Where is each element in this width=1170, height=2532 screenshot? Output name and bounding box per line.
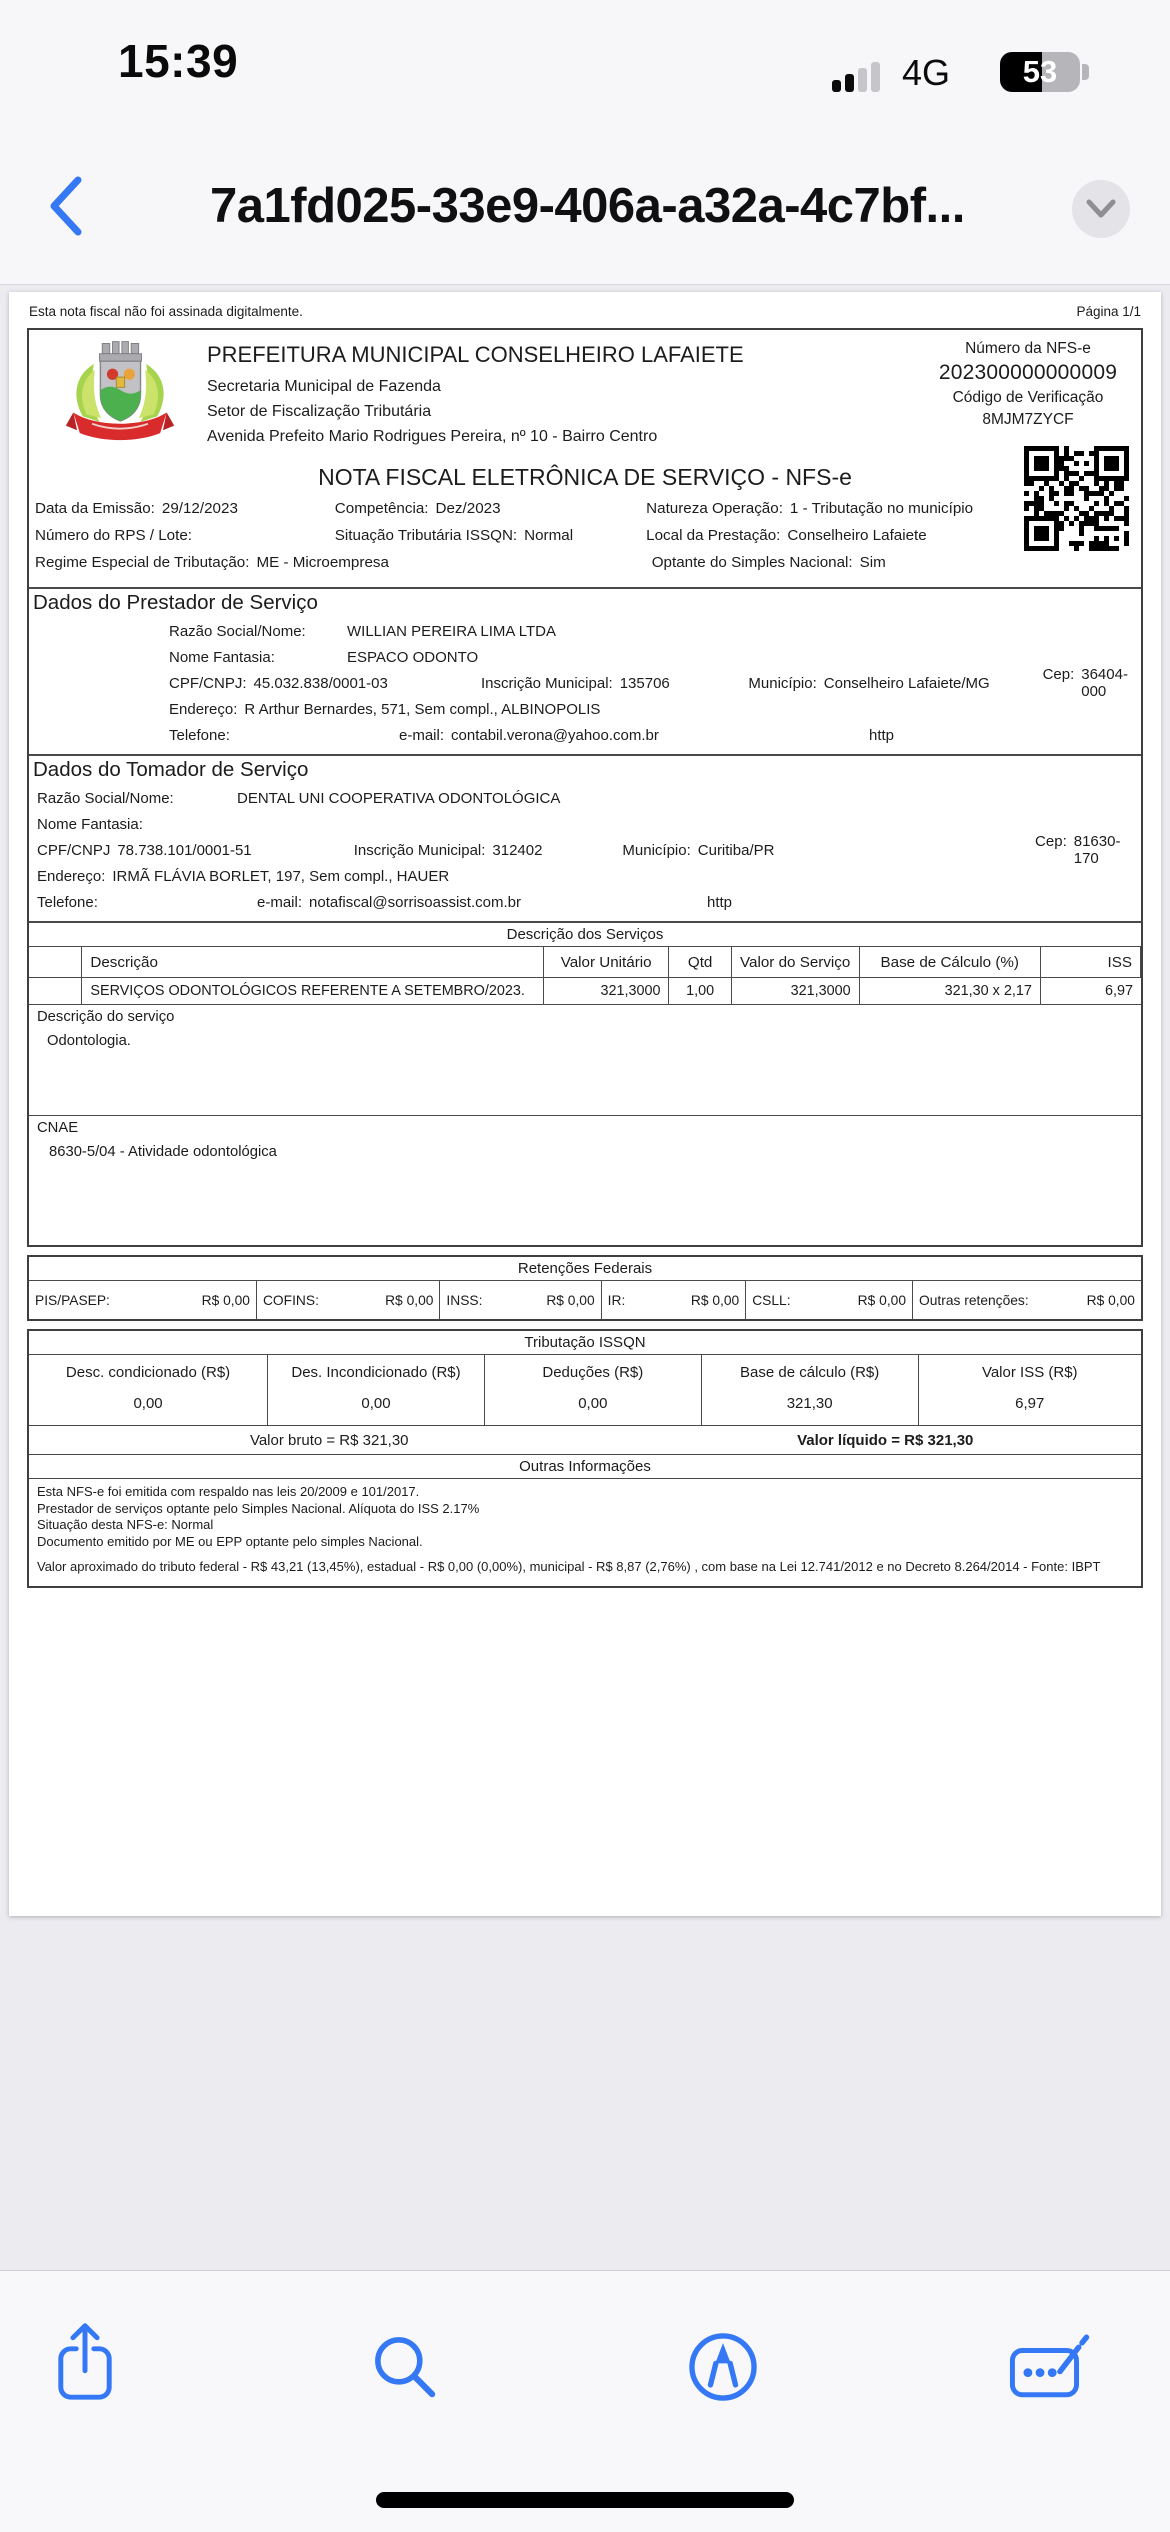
top-chrome bbox=[0, 0, 1170, 285]
issuer-line3: Setor de Fiscalização Tributária bbox=[207, 403, 432, 420]
cnae-value: 8630-5/04 - Atividade odontológica bbox=[49, 1144, 277, 1160]
field-label: Data da Emissão: bbox=[35, 500, 155, 517]
field-label: Outras retenções: bbox=[919, 1292, 1029, 1308]
battery-nub bbox=[1082, 64, 1089, 80]
field-value: notafiscal@sorrisoassist.com.br bbox=[309, 893, 521, 911]
back-button[interactable] bbox=[42, 174, 90, 238]
field-value: Conselheiro Lafaiete bbox=[787, 527, 927, 544]
document-title: 7a1fd025-33e9-406a-a32a-4c7bf... bbox=[210, 179, 965, 233]
field-value: 0,00 bbox=[578, 1395, 608, 1412]
col-header: Valor Unitário bbox=[544, 947, 670, 978]
document-page bbox=[9, 292, 1161, 1916]
field-label: Local da Prestação: bbox=[646, 527, 781, 544]
field-label: Município: bbox=[748, 674, 817, 692]
field-label: Cep: bbox=[1035, 833, 1067, 850]
field-value: 0,00 bbox=[361, 1395, 391, 1412]
col-header bbox=[29, 947, 82, 978]
retencoes-band: Retenções Federais bbox=[29, 1257, 1141, 1281]
field-label: Endereço: bbox=[37, 867, 106, 885]
markup-button[interactable] bbox=[686, 2330, 760, 2409]
issqn-band: Tributação ISSQN bbox=[29, 1331, 1141, 1355]
field-label: Telefone: bbox=[37, 893, 98, 911]
field-label: INSS: bbox=[446, 1292, 483, 1308]
field-value: Normal bbox=[524, 527, 574, 544]
invoice-header bbox=[29, 330, 1141, 448]
field-label: e-mail: bbox=[399, 726, 445, 744]
field-value: R$ 0,00 bbox=[857, 1292, 906, 1308]
field-value: 135706 bbox=[619, 674, 670, 692]
field-label: Inscrição Municipal: bbox=[353, 841, 486, 859]
info-line: Esta NFS-e foi emitida com respaldo nas leis 20/2009 e 101/2017. bbox=[37, 1484, 420, 1499]
field-label: Base de cálculo (R$) bbox=[740, 1364, 880, 1381]
status-time: 15:39 bbox=[118, 35, 239, 87]
info-line: Situação desta NFS-e: Normal bbox=[37, 1517, 214, 1532]
nfse-number: 202300000000009 bbox=[938, 361, 1118, 384]
field-label: CPF/CNPJ: bbox=[169, 674, 247, 692]
field-label: Cep: bbox=[1042, 666, 1075, 683]
table-cell bbox=[29, 978, 82, 1005]
field-label: Competência: bbox=[334, 500, 429, 517]
field-label: Optante do Simples Nacional: bbox=[651, 554, 853, 571]
field-label: Des. Incondicionado (R$) bbox=[291, 1364, 461, 1381]
field-value: DENTAL UNI COOPERATIVA ODONTOLÓGICA bbox=[237, 789, 561, 807]
emission-info bbox=[29, 498, 1141, 587]
field-value: http bbox=[869, 726, 895, 744]
markup-icon bbox=[686, 2330, 760, 2404]
gross-value: Valor bruto = R$ 321,30 bbox=[249, 1431, 409, 1449]
prestador-section bbox=[29, 587, 1141, 754]
verification-code: 8MJM7ZYCF bbox=[982, 411, 1074, 428]
outras-band: Outras Informações bbox=[29, 1455, 1141, 1479]
verification-code-label: Código de Verificação bbox=[952, 389, 1104, 406]
field-label: Valor ISS (R$) bbox=[981, 1364, 1078, 1381]
signature-icon bbox=[1008, 2332, 1092, 2400]
issuer-line2: Secretaria Municipal de Fazenda bbox=[207, 378, 441, 395]
field-value: 45.032.838/0001-03 bbox=[253, 674, 388, 692]
cellular-signal-icon bbox=[832, 58, 886, 92]
field-value: 36404-000 bbox=[1081, 666, 1128, 700]
field-value: 0,00 bbox=[133, 1395, 163, 1412]
field-value: 321,30 bbox=[786, 1395, 833, 1412]
col-header: ISS bbox=[1041, 947, 1141, 978]
field-value: R$ 0,00 bbox=[385, 1292, 434, 1308]
field-value: R$ 0,00 bbox=[690, 1292, 740, 1308]
invoice-main-box bbox=[27, 328, 1143, 1247]
signature-button[interactable] bbox=[1008, 2332, 1092, 2405]
field-value: Conselheiro Lafaiete/MG bbox=[823, 674, 990, 692]
field-value: contabil.verona@yahoo.com.br bbox=[451, 726, 659, 744]
field-label: Regime Especial de Tributação: bbox=[35, 554, 250, 571]
field-value: R$ 0,00 bbox=[1086, 1292, 1135, 1308]
table-cell: SERVIÇOS ODONTOLÓGICOS REFERENTE A SETEMBRO/2023. bbox=[82, 978, 543, 1005]
tomador-section bbox=[29, 754, 1141, 921]
cnae-label: CNAE bbox=[37, 1120, 79, 1136]
retencoes-box bbox=[27, 1255, 1143, 1321]
field-label: Situação Tributária ISSQN: bbox=[334, 527, 518, 544]
field-label: COFINS: bbox=[262, 1292, 319, 1308]
field-label: Nome Fantasia: bbox=[37, 815, 143, 833]
field-value: Curitiba/PR bbox=[697, 841, 775, 859]
field-value: 6,97 bbox=[1015, 1395, 1045, 1412]
field-value: 78.738.101/0001-51 bbox=[117, 841, 252, 859]
field-label: Telefone: bbox=[169, 726, 230, 744]
field-label: CSLL: bbox=[752, 1292, 791, 1308]
cnae-block bbox=[29, 1115, 1141, 1245]
table-cell: 321,3000 bbox=[544, 978, 670, 1005]
servicos-table bbox=[29, 947, 1141, 1005]
not-signed-note: Esta nota fiscal não foi assinada digitalmente. bbox=[29, 304, 303, 319]
issuer-line4: Avenida Prefeito Mario Rodrigues Pereira, nº 10 - Bairro Centro bbox=[207, 428, 658, 445]
table-cell: 1,00 bbox=[669, 978, 731, 1005]
search-icon bbox=[368, 2330, 442, 2404]
municipal-coat-of-arms bbox=[61, 336, 179, 448]
field-label: PIS/PASEP: bbox=[35, 1292, 110, 1308]
info-line: Documento emitido por ME ou EPP optante pelo simples Nacional. bbox=[37, 1533, 423, 1549]
info-line: Prestador de serviços optante pelo Simples Nacional. Alíquota do ISS 2.17% bbox=[37, 1500, 480, 1516]
field-value: R Arthur Bernardes, 571, Sem compl., ALBINOPOLIS bbox=[244, 700, 601, 718]
issuer-block bbox=[207, 336, 744, 448]
field-label: Inscrição Municipal: bbox=[480, 674, 613, 692]
field-value: R$ 0,00 bbox=[201, 1292, 250, 1308]
field-value: Dez/2023 bbox=[435, 500, 501, 517]
title-menu-button[interactable] bbox=[1072, 180, 1130, 238]
col-header: Valor do Serviço bbox=[732, 947, 860, 978]
net-value: Valor líquido = R$ 321,30 bbox=[797, 1431, 974, 1449]
table-cell: 6,97 bbox=[1041, 978, 1141, 1005]
chevron-left-icon bbox=[42, 174, 90, 238]
field-value: 29/12/2023 bbox=[161, 500, 238, 517]
service-description-block bbox=[29, 1005, 1141, 1115]
table-cell: 321,30 x 2,17 bbox=[860, 978, 1041, 1005]
field-value: IRMÃ FLÁVIA BORLET, 197, Sem compl., HAUER bbox=[112, 867, 450, 885]
battery-percent: 53 bbox=[1022, 54, 1058, 89]
battery-icon bbox=[1000, 52, 1080, 92]
servicos-band: Descrição dos Serviços bbox=[29, 921, 1141, 947]
tomador-title: Dados do Tomador de Serviço bbox=[33, 758, 309, 781]
field-label: Desc. condicionado (R$) bbox=[65, 1364, 231, 1381]
field-value: ME - Microempresa bbox=[256, 554, 389, 571]
table-cell: 321,3000 bbox=[732, 978, 860, 1005]
nfse-number-label: Número da NFS-e bbox=[965, 340, 1091, 357]
field-label: Deduções (R$) bbox=[542, 1364, 644, 1381]
totals-row bbox=[29, 1426, 1141, 1455]
field-value: R$ 0,00 bbox=[546, 1292, 595, 1308]
share-button[interactable] bbox=[52, 2318, 118, 2411]
field-label: Razão Social/Nome: bbox=[37, 789, 174, 807]
nfse-meta bbox=[923, 336, 1133, 429]
other-info-block bbox=[29, 1479, 1141, 1586]
issuer-name: PREFEITURA MUNICIPAL CONSELHEIRO LAFAIETE bbox=[207, 342, 744, 367]
field-value: 1 - Tributação no município bbox=[789, 500, 974, 517]
field-label: IR: bbox=[607, 1292, 626, 1308]
field-label: CPF/CNPJ bbox=[37, 841, 111, 859]
field-label: Natureza Operação: bbox=[646, 500, 783, 517]
field-label: Nome Fantasia: bbox=[169, 648, 275, 666]
prestador-title: Dados do Prestador de Serviço bbox=[33, 591, 318, 614]
col-header: Base de Cálculo (%) bbox=[860, 947, 1041, 978]
network-type-label: 4G bbox=[902, 52, 951, 93]
invoice-title: NOTA FISCAL ELETRÔNICA DE SERVIÇO - NFS-e bbox=[318, 464, 852, 490]
field-value: Sim bbox=[859, 554, 886, 571]
service-description-value: Odontologia. bbox=[47, 1033, 131, 1049]
home-indicator[interactable] bbox=[376, 2492, 794, 2508]
col-header: Qtd bbox=[669, 947, 731, 978]
field-value: ESPACO ODONTO bbox=[347, 648, 479, 666]
col-header: Descrição bbox=[82, 947, 543, 978]
page-number: Página 1/1 bbox=[1076, 304, 1141, 319]
field-label: Razão Social/Nome: bbox=[169, 622, 306, 640]
field-label: Número do RPS / Lote: bbox=[35, 527, 193, 544]
field-value: WILLIAN PEREIRA LIMA LTDA bbox=[347, 622, 556, 640]
chevron-down-icon bbox=[1086, 198, 1116, 220]
page-disclaimer-row bbox=[27, 304, 1143, 328]
field-label: Endereço: bbox=[169, 700, 238, 718]
field-value: 81630-170 bbox=[1073, 833, 1121, 867]
service-description-label: Descrição do serviço bbox=[37, 1009, 175, 1025]
field-value: http bbox=[707, 893, 733, 911]
field-label: e-mail: bbox=[257, 893, 303, 911]
field-value: 312402 bbox=[492, 841, 543, 859]
search-button[interactable] bbox=[368, 2330, 442, 2409]
tax-estimate-line: Valor aproximado do tributo federal - R$ 43,21 (13,45%), estadual - R$ 0,00 (0,00%), municipal - R$ 8,87 (2,76%) , com base na Lei 12.741/2012 e no Decreto 8.264/2014 - Fonte: IBPT bbox=[37, 1559, 1101, 1574]
share-icon bbox=[52, 2318, 118, 2406]
field-label: Município: bbox=[622, 841, 691, 859]
issqn-box bbox=[27, 1329, 1143, 1588]
